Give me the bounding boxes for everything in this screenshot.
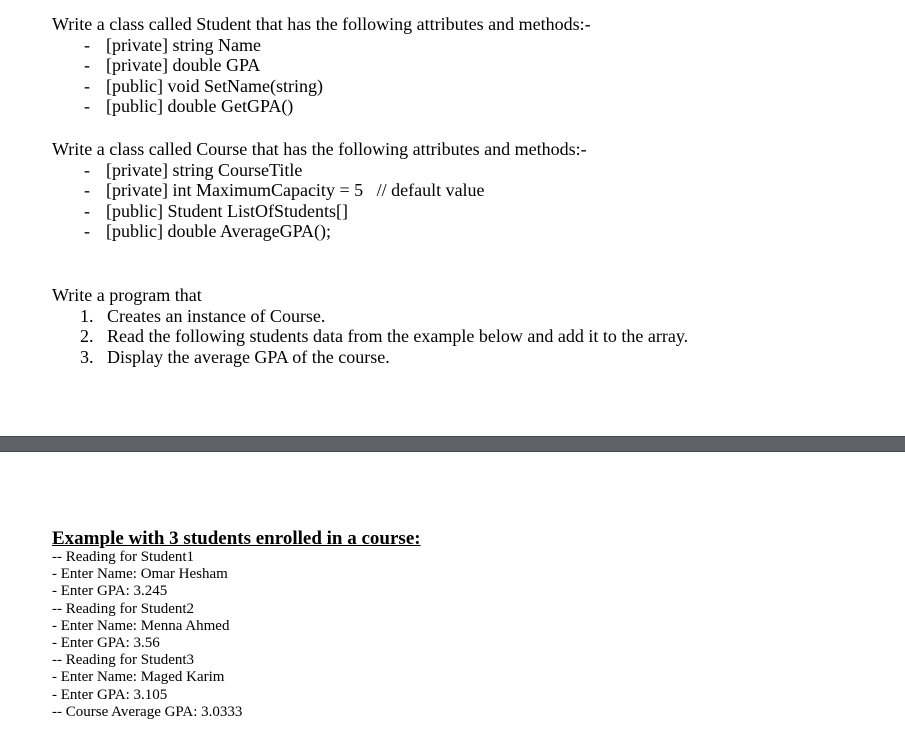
list-item	[52, 306, 688, 327]
list-item	[52, 160, 587, 181]
list-item	[52, 326, 688, 347]
step-number: 1.	[80, 305, 94, 326]
list-item-text: [public] Student ListOfStudents[]	[106, 200, 348, 221]
dash-marker: -	[84, 75, 90, 96]
student-spec-list	[52, 35, 591, 117]
dash-marker: -	[84, 34, 90, 55]
step-text: Read the following students data from the example below and add it to the array.	[107, 326, 689, 346]
dash-marker: -	[84, 55, 90, 75]
dash-marker: -	[84, 180, 90, 200]
program-spec-section	[52, 285, 688, 367]
list-item-text: [private] int MaximumCapacity = 5 // default value	[106, 180, 485, 200]
list-item-text: [private] double GPA	[106, 55, 261, 75]
example-line: - Enter GPA: 3.245	[52, 583, 168, 600]
page-divider	[0, 436, 905, 452]
list-item	[52, 35, 591, 56]
dash-marker: -	[84, 159, 90, 180]
list-item	[52, 55, 591, 76]
course-spec-section	[52, 139, 587, 242]
list-item-text: [public] double AverageGPA();	[106, 221, 331, 241]
example-line: - Enter GPA: 3.56	[52, 634, 160, 651]
example-line: -- Reading for Student2	[52, 600, 195, 617]
list-item-text: [public] void SetName(string)	[106, 75, 323, 96]
example-line: -- Reading for Student1	[52, 549, 195, 565]
step-number: 3.	[80, 346, 94, 367]
example-line: -- Course Average GPA: 3.0333	[52, 703, 243, 720]
step-text: Creates an instance of Course.	[107, 305, 326, 326]
student-spec-section	[52, 14, 591, 117]
example-lines	[52, 549, 421, 721]
example-line: -- Reading for Student3	[52, 652, 195, 669]
program-spec-heading: Write a program that	[52, 285, 202, 305]
example-line: - Enter GPA: 3.105	[52, 686, 168, 703]
list-item	[52, 96, 591, 117]
course-spec-heading: Write a class called Course that has the following attributes and methods:-	[52, 139, 587, 159]
example-line: - Enter Name: Omar Hesham	[52, 566, 228, 583]
example-line: - Enter Name: Menna Ahmed	[52, 617, 230, 634]
list-item-text: [private] string Name	[106, 34, 261, 55]
list-item	[52, 180, 587, 201]
student-spec-heading: Write a class called Student that has the following attributes and methods:-	[52, 14, 591, 34]
course-spec-list	[52, 160, 587, 242]
list-item-text: [private] string CourseTitle	[106, 159, 303, 180]
example-section	[52, 529, 421, 721]
dash-marker: -	[84, 96, 90, 116]
program-steps-list	[52, 306, 688, 368]
list-item	[52, 76, 591, 97]
list-item	[52, 221, 587, 242]
dash-marker: -	[84, 200, 90, 221]
example-title: Example with 3 students enrolled in a course:	[52, 528, 421, 549]
example-line: - Enter Name: Maged Karim	[52, 669, 225, 686]
list-item-text: [public] double GetGPA()	[106, 96, 294, 116]
dash-marker: -	[84, 221, 90, 241]
list-item	[52, 347, 688, 368]
list-item	[52, 201, 587, 222]
step-number: 2.	[80, 326, 94, 346]
step-text: Display the average GPA of the course.	[107, 346, 390, 367]
